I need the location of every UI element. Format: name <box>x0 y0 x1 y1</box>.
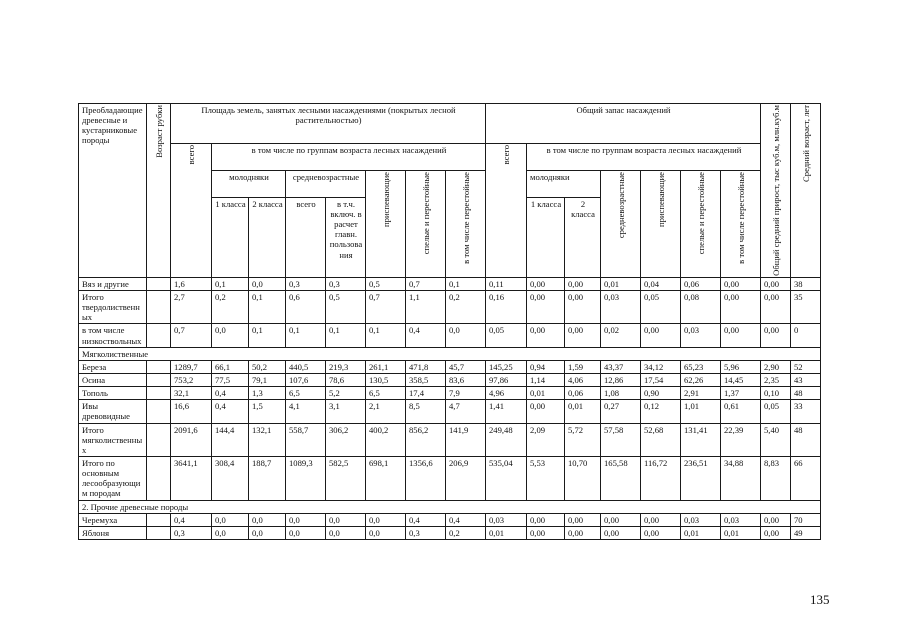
cell-value: 0,00 <box>527 291 565 324</box>
header-increment: Общий средний прирост, тыс куб.м, млн.куб.м <box>761 104 791 278</box>
cell-value: 33 <box>791 400 821 423</box>
cell-value: 5,96 <box>721 360 761 373</box>
cell-value: 0,0 <box>249 526 286 539</box>
cell-value: 0,03 <box>721 513 761 526</box>
cell-value: 0,0 <box>212 526 249 539</box>
header-middle-stock: средневозрастные <box>601 170 641 277</box>
cell-value: 0,00 <box>721 291 761 324</box>
cell-value: 38 <box>791 277 821 290</box>
cell-value: 0,0 <box>326 513 366 526</box>
header-class1-stock: 1 класса <box>527 197 565 277</box>
cell-value: 6,5 <box>366 387 406 400</box>
cell-value: 12,86 <box>601 373 641 386</box>
cell-value: 1,6 <box>171 277 212 290</box>
header-young-stock: молодняки <box>527 170 601 197</box>
cell-value: 856,2 <box>406 423 446 456</box>
row-age-cutting <box>147 277 171 290</box>
cell-value: 0,0 <box>249 513 286 526</box>
header-middle-area: средневозрастные <box>286 170 366 197</box>
cell-value: 130,5 <box>366 373 406 386</box>
cell-value: 1289,7 <box>171 360 212 373</box>
cell-value: 145,25 <box>486 360 527 373</box>
section-row <box>79 347 821 360</box>
cell-value: 0,0 <box>446 324 486 347</box>
cell-value: 0,03 <box>601 291 641 324</box>
cell-value: 2,35 <box>761 373 791 386</box>
cell-value: 0,16 <box>486 291 527 324</box>
cell-value: 0,06 <box>681 277 721 290</box>
header-stock-group: Общий запас насаждений <box>486 104 761 144</box>
cell-value: 4,06 <box>565 373 601 386</box>
table-row <box>79 513 821 526</box>
cell-value: 400,2 <box>366 423 406 456</box>
cell-value: 0,2 <box>212 291 249 324</box>
cell-value: 0,00 <box>565 291 601 324</box>
cell-value: 45,7 <box>446 360 486 373</box>
cell-value: 0,11 <box>486 277 527 290</box>
cell-value: 78,6 <box>326 373 366 386</box>
cell-value: 79,1 <box>249 373 286 386</box>
cell-value: 10,70 <box>565 456 601 500</box>
cell-value: 4,1 <box>286 400 326 423</box>
cell-value: 1,41 <box>486 400 527 423</box>
cell-value: 358,5 <box>406 373 446 386</box>
cell-value: 48 <box>791 387 821 400</box>
row-species-name: Вяз и другие <box>79 277 147 290</box>
cell-value: 0,00 <box>527 324 565 347</box>
cell-value: 2,1 <box>366 400 406 423</box>
header-area-age-groups: в том числе по группам возраста лесных насаждений <box>212 144 486 171</box>
table-row <box>79 400 821 423</box>
cell-value: 8,83 <box>761 456 791 500</box>
cell-value: 0,00 <box>761 324 791 347</box>
header-stock-age-groups: в том числе по группам возраста лесных насаждений <box>527 144 761 171</box>
cell-value: 2,09 <box>527 423 565 456</box>
cell-value: 0,27 <box>601 400 641 423</box>
cell-value: 0,0 <box>286 526 326 539</box>
cell-value: 0,00 <box>641 324 681 347</box>
header-mature-area: спелые и перестойные <box>406 170 446 277</box>
cell-value: 0,03 <box>681 324 721 347</box>
row-age-cutting <box>147 513 171 526</box>
cell-value: 188,7 <box>249 456 286 500</box>
cell-value: 261,1 <box>366 360 406 373</box>
cell-value: 0,0 <box>249 277 286 290</box>
cell-value: 1356,6 <box>406 456 446 500</box>
cell-value: 582,5 <box>326 456 366 500</box>
cell-value: 0,2 <box>446 526 486 539</box>
section-row <box>79 500 821 513</box>
cell-value: 0,00 <box>761 513 791 526</box>
cell-value: 1,1 <box>406 291 446 324</box>
row-age-cutting <box>147 456 171 500</box>
cell-value: 16,6 <box>171 400 212 423</box>
cell-value: 0,00 <box>527 526 565 539</box>
row-age-cutting <box>147 373 171 386</box>
cell-value: 0,1 <box>366 324 406 347</box>
cell-value: 753,2 <box>171 373 212 386</box>
page-number: 135 <box>810 592 830 607</box>
cell-value: 8,5 <box>406 400 446 423</box>
cell-value: 0,3 <box>171 526 212 539</box>
cell-value: 17,54 <box>641 373 681 386</box>
cell-value: 0,0 <box>366 526 406 539</box>
header-middle-total: всего <box>286 197 326 277</box>
table-row <box>79 360 821 373</box>
cell-value: 0,0 <box>212 513 249 526</box>
cell-value: 0,00 <box>565 324 601 347</box>
cell-value: 1,01 <box>681 400 721 423</box>
header-area-group: Площадь земель, занятых лесными насаждениями (покрытых лесной растительностью) <box>171 104 486 144</box>
forest-stock-table <box>78 103 821 540</box>
cell-value: 471,8 <box>406 360 446 373</box>
cell-value: 0,1 <box>326 324 366 347</box>
header-class2-area: 2 класса <box>249 197 286 277</box>
cell-value: 0,3 <box>326 277 366 290</box>
cell-value: 0,05 <box>486 324 527 347</box>
cell-value: 0,1 <box>212 277 249 290</box>
row-species-name: Яблоня <box>79 526 147 539</box>
cell-value: 141,9 <box>446 423 486 456</box>
table-row <box>79 291 821 324</box>
header-avg-age: Средний возраст, лет <box>791 104 821 278</box>
cell-value: 83,6 <box>446 373 486 386</box>
cell-value: 0,00 <box>565 526 601 539</box>
cell-value: 0,00 <box>565 513 601 526</box>
cell-value: 0,01 <box>486 526 527 539</box>
cell-value: 206,9 <box>446 456 486 500</box>
cell-value: 0,00 <box>761 291 791 324</box>
cell-value: 0,0 <box>212 324 249 347</box>
header-overmature-stock: в том числе перестойные <box>721 170 761 277</box>
row-age-cutting <box>147 387 171 400</box>
cell-value: 0,01 <box>565 400 601 423</box>
cell-value: 0,4 <box>171 513 212 526</box>
cell-value: 70 <box>791 513 821 526</box>
cell-value: 48 <box>791 423 821 456</box>
table-row <box>79 526 821 539</box>
cell-value: 0,5 <box>366 277 406 290</box>
cell-value: 57,58 <box>601 423 641 456</box>
cell-value: 0,01 <box>527 387 565 400</box>
cell-value: 0,4 <box>406 513 446 526</box>
row-age-cutting <box>147 324 171 347</box>
row-species-name: Итого мягколиственных <box>79 423 147 456</box>
row-species-name: Итого твердолиственных <box>79 291 147 324</box>
cell-value: 2,7 <box>171 291 212 324</box>
cell-value: 52,68 <box>641 423 681 456</box>
cell-value: 0,4 <box>406 324 446 347</box>
header-main-use: в т.ч. включ. в расчет главн. пользования <box>326 197 366 277</box>
cell-value: 107,6 <box>286 373 326 386</box>
cell-value: 308,4 <box>212 456 249 500</box>
cell-value: 43,37 <box>601 360 641 373</box>
cell-value: 219,3 <box>326 360 366 373</box>
cell-value: 306,2 <box>326 423 366 456</box>
cell-value: 1,14 <box>527 373 565 386</box>
cell-value: 0,00 <box>527 513 565 526</box>
cell-value: 77,5 <box>212 373 249 386</box>
cell-value: 0,00 <box>641 513 681 526</box>
header-mature-stock: спелые и перестойные <box>681 170 721 277</box>
row-species-name: Итого по основным лесообразующим породам <box>79 456 147 500</box>
cell-value: 0,7 <box>171 324 212 347</box>
cell-value: 1,08 <box>601 387 641 400</box>
cell-value: 558,7 <box>286 423 326 456</box>
cell-value: 0,94 <box>527 360 565 373</box>
cell-value: 0,3 <box>286 277 326 290</box>
header-maturing-area: приспевающие <box>366 170 406 277</box>
cell-value: 6,5 <box>286 387 326 400</box>
cell-value: 0,5 <box>326 291 366 324</box>
cell-value: 34,88 <box>721 456 761 500</box>
cell-value: 4,7 <box>446 400 486 423</box>
header-overmature-area: в том числе перестойные <box>446 170 486 277</box>
table-body <box>79 277 821 539</box>
cell-value: 17,4 <box>406 387 446 400</box>
cell-value: 0,7 <box>406 277 446 290</box>
cell-value: 0,6 <box>286 291 326 324</box>
row-age-cutting <box>147 291 171 324</box>
cell-value: 66 <box>791 456 821 500</box>
cell-value: 698,1 <box>366 456 406 500</box>
header-species: Преобладающие древесные и кустарниковые породы <box>79 104 147 278</box>
row-species-name: в том числе низкоствольных <box>79 324 147 347</box>
cell-value: 50,2 <box>249 360 286 373</box>
cell-value: 35 <box>791 291 821 324</box>
cell-value: 144,4 <box>212 423 249 456</box>
cell-value: 0,61 <box>721 400 761 423</box>
section-label: Мягколиственные <box>79 347 821 360</box>
cell-value: 1089,3 <box>286 456 326 500</box>
cell-value: 65,23 <box>681 360 721 373</box>
cell-value: 0,00 <box>601 526 641 539</box>
cell-value: 0,05 <box>761 400 791 423</box>
cell-value: 4,96 <box>486 387 527 400</box>
header-stock-total: всего <box>486 144 527 278</box>
table-row <box>79 324 821 347</box>
row-species-name: Тополь <box>79 387 147 400</box>
cell-value: 0,7 <box>366 291 406 324</box>
cell-value: 7,9 <box>446 387 486 400</box>
row-species-name: Черемуха <box>79 513 147 526</box>
table-row <box>79 387 821 400</box>
row-age-cutting <box>147 423 171 456</box>
row-age-cutting <box>147 400 171 423</box>
cell-value: 0,00 <box>761 277 791 290</box>
cell-value: 236,51 <box>681 456 721 500</box>
cell-value: 5,2 <box>326 387 366 400</box>
cell-value: 14,45 <box>721 373 761 386</box>
cell-value: 97,86 <box>486 373 527 386</box>
cell-value: 0,12 <box>641 400 681 423</box>
row-age-cutting <box>147 526 171 539</box>
table-row <box>79 277 821 290</box>
cell-value: 43 <box>791 373 821 386</box>
cell-value: 32,1 <box>171 387 212 400</box>
cell-value: 0,03 <box>486 513 527 526</box>
cell-value: 0,00 <box>641 526 681 539</box>
header-age-cutting: Возраст рубки <box>147 104 171 278</box>
cell-value: 0,00 <box>601 513 641 526</box>
cell-value: 1,3 <box>249 387 286 400</box>
cell-value: 49 <box>791 526 821 539</box>
cell-value: 440,5 <box>286 360 326 373</box>
cell-value: 0,00 <box>527 277 565 290</box>
row-species-name: Осина <box>79 373 147 386</box>
section-label: 2. Прочие древесные породы <box>79 500 821 513</box>
cell-value: 2,91 <box>681 387 721 400</box>
cell-value: 0,01 <box>601 277 641 290</box>
cell-value: 0,05 <box>641 291 681 324</box>
cell-value: 249,48 <box>486 423 527 456</box>
cell-value: 0,00 <box>721 277 761 290</box>
cell-value: 1,37 <box>721 387 761 400</box>
cell-value: 3641,1 <box>171 456 212 500</box>
cell-value: 0,04 <box>641 277 681 290</box>
cell-value: 0,00 <box>721 324 761 347</box>
cell-value: 2,90 <box>761 360 791 373</box>
table-row <box>79 456 821 500</box>
cell-value: 0 <box>791 324 821 347</box>
row-age-cutting <box>147 360 171 373</box>
header-young-area: молодняки <box>212 170 286 197</box>
cell-value: 0,02 <box>601 324 641 347</box>
cell-value: 5,53 <box>527 456 565 500</box>
header-class1-area: 1 класса <box>212 197 249 277</box>
cell-value: 0,0 <box>326 526 366 539</box>
cell-value: 2091,6 <box>171 423 212 456</box>
cell-value: 131,41 <box>681 423 721 456</box>
header-maturing-stock: приспевающие <box>641 170 681 277</box>
cell-value: 0,00 <box>527 400 565 423</box>
cell-value: 0,00 <box>761 526 791 539</box>
cell-value: 0,0 <box>286 513 326 526</box>
cell-value: 0,1 <box>286 324 326 347</box>
cell-value: 0,0 <box>366 513 406 526</box>
cell-value: 132,1 <box>249 423 286 456</box>
cell-value: 62,26 <box>681 373 721 386</box>
cell-value: 0,06 <box>565 387 601 400</box>
cell-value: 116,72 <box>641 456 681 500</box>
cell-value: 34,12 <box>641 360 681 373</box>
cell-value: 52 <box>791 360 821 373</box>
cell-value: 0,90 <box>641 387 681 400</box>
cell-value: 0,10 <box>761 387 791 400</box>
cell-value: 0,4 <box>212 387 249 400</box>
cell-value: 22,39 <box>721 423 761 456</box>
cell-value: 3,1 <box>326 400 366 423</box>
cell-value: 0,2 <box>446 291 486 324</box>
cell-value: 0,4 <box>212 400 249 423</box>
cell-value: 0,08 <box>681 291 721 324</box>
cell-value: 0,4 <box>446 513 486 526</box>
table-row <box>79 373 821 386</box>
table-row <box>79 423 821 456</box>
cell-value: 5,72 <box>565 423 601 456</box>
header-area-total: всего <box>171 144 212 278</box>
cell-value: 0,1 <box>249 324 286 347</box>
cell-value: 0,01 <box>681 526 721 539</box>
cell-value: 0,00 <box>565 277 601 290</box>
header-class2-stock: 2 класса <box>565 197 601 277</box>
cell-value: 1,59 <box>565 360 601 373</box>
cell-value: 0,3 <box>406 526 446 539</box>
cell-value: 535,04 <box>486 456 527 500</box>
cell-value: 0,01 <box>721 526 761 539</box>
row-species-name: Береза <box>79 360 147 373</box>
cell-value: 0,1 <box>249 291 286 324</box>
cell-value: 5,40 <box>761 423 791 456</box>
row-species-name: Ивы древовидные <box>79 400 147 423</box>
cell-value: 165,58 <box>601 456 641 500</box>
cell-value: 66,1 <box>212 360 249 373</box>
cell-value: 0,1 <box>446 277 486 290</box>
cell-value: 1,5 <box>249 400 286 423</box>
cell-value: 0,03 <box>681 513 721 526</box>
